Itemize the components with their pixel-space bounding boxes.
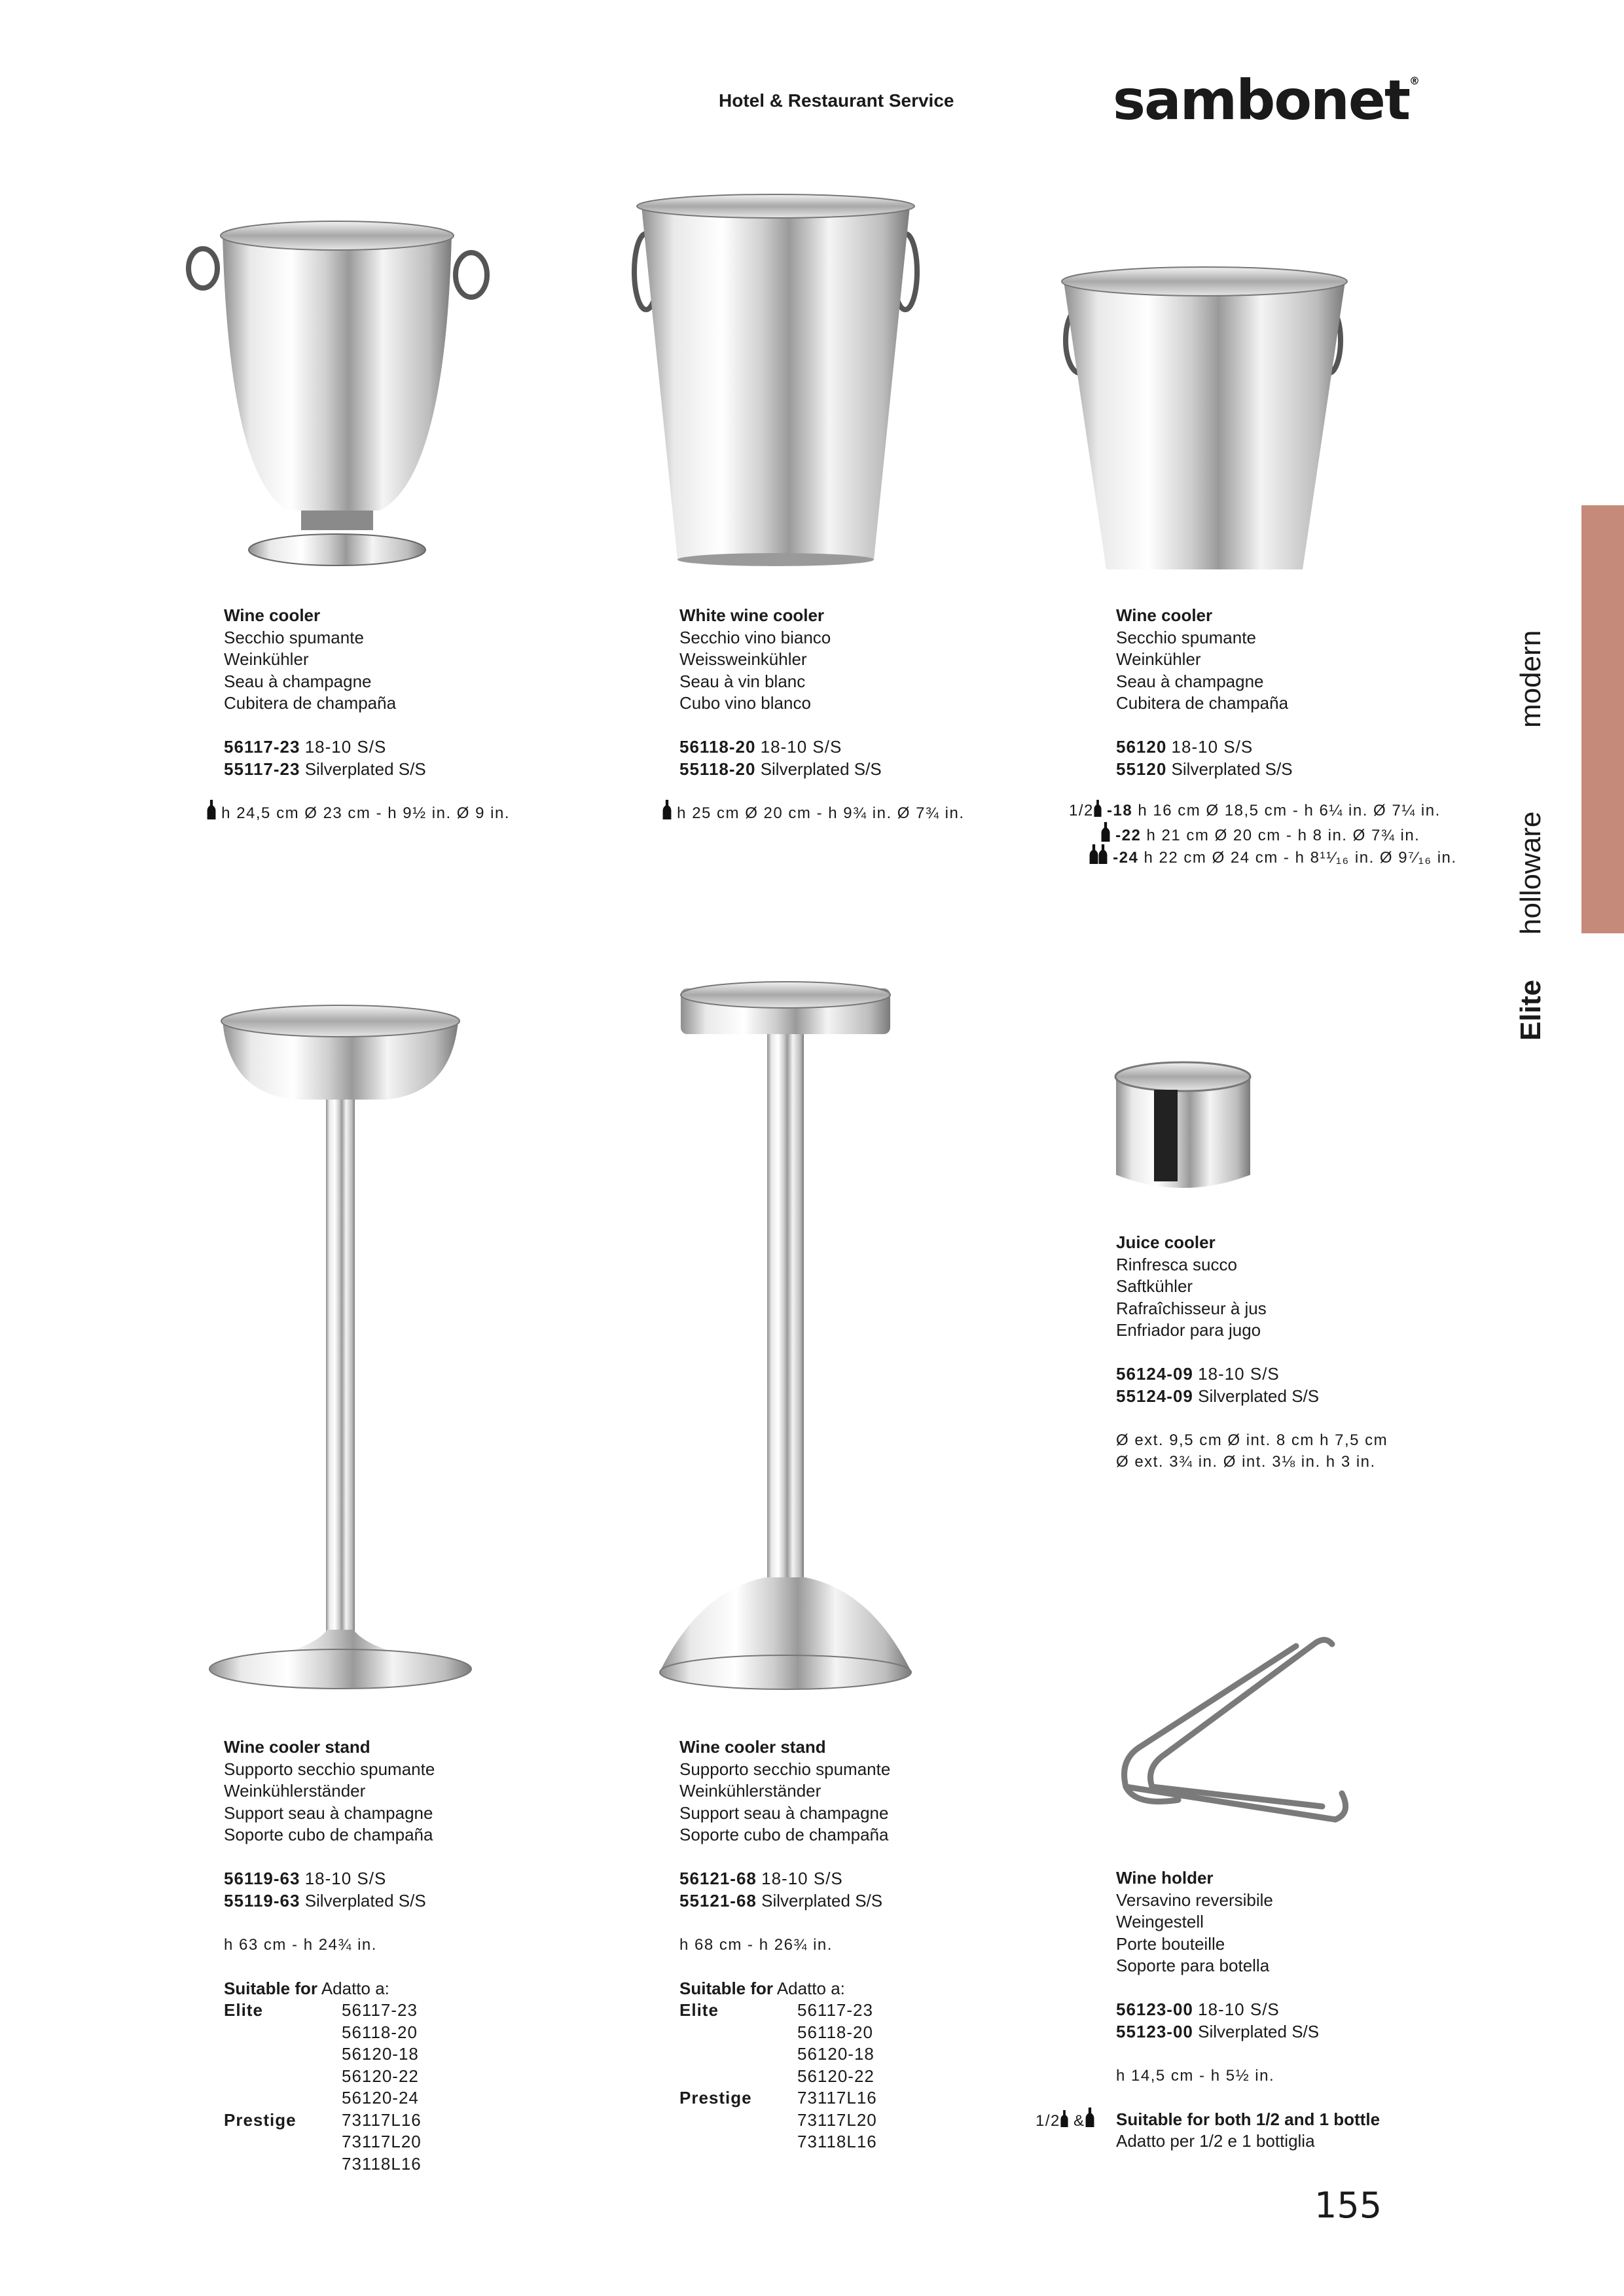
- product-finish: Silverplated S/S: [761, 1890, 883, 1910]
- product-wine-holder: [1116, 1867, 1380, 2153]
- bottle-icon: [1098, 844, 1108, 864]
- name-de: Weinkühlerständer: [679, 1781, 821, 1801]
- product-code: 55120: [1116, 759, 1167, 779]
- product-title: White wine cooler: [679, 605, 825, 625]
- bottle-note: Suitable for both 1/2 and 1 bottle: [1116, 2109, 1380, 2129]
- product-code: 56120: [1116, 737, 1167, 757]
- name-it: Rinfresca succo: [1116, 1254, 1237, 1274]
- compat-code: 73117L16: [342, 2109, 422, 2130]
- product-wine-cooler-modern: [1116, 605, 1293, 780]
- variant-row-18: [1069, 800, 1441, 822]
- product-finish: 18-10 S/S: [1171, 737, 1254, 757]
- line-label: Elite: [1515, 980, 1547, 1041]
- dimension-text: h 68 cm - h 26¾ in.: [679, 1935, 833, 1954]
- bottle-size-icons: [1036, 2108, 1094, 2132]
- name-es: Cubitera de champaña: [1116, 693, 1289, 713]
- product-juice-cooler: [1116, 1232, 1388, 1473]
- name-it: Versavino reversibile: [1116, 1890, 1273, 1910]
- name-it: Supporto secchio spumante: [679, 1759, 891, 1779]
- variant-dims: h 21 cm Ø 20 cm - h 8 in. Ø 7¾ in.: [1146, 827, 1420, 844]
- variant-dims: h 22 cm Ø 24 cm - h 8¹¹⁄₁₆ in. Ø 9⁷⁄₁₆ in.: [1144, 849, 1457, 867]
- dimension-text: h 63 cm - h 24¾ in.: [224, 1935, 377, 1954]
- suitable-label: Suitable for: [224, 1978, 318, 1998]
- brand-logo: sambonet®: [1113, 68, 1418, 132]
- variant-row-22: [1101, 822, 1420, 847]
- product-title: Wine cooler stand: [224, 1737, 370, 1757]
- page-number: 155: [1314, 2185, 1382, 2226]
- product-title: Wine cooler: [224, 605, 321, 625]
- compat-code: 56118-20: [342, 2022, 418, 2042]
- name-it: Secchio spumante: [1116, 627, 1256, 647]
- compat-code: 56120-22: [342, 2066, 419, 2086]
- product-code: 55118-20: [679, 759, 756, 779]
- dimension-imperial: Ø ext. 3¾ in. Ø int. 3⅛ in. h 3 in.: [1116, 1453, 1376, 1471]
- compat-code: 56120-18: [797, 2044, 875, 2064]
- product-code: 55119-63: [224, 1890, 300, 1910]
- bottle-icon: [662, 800, 672, 819]
- name-es: Soporte para botella: [1116, 1956, 1270, 1975]
- section-color-tab: [1581, 505, 1624, 933]
- compat-code: 56117-23: [797, 2000, 873, 2020]
- name-fr: Rafraîchisseur à jus: [1116, 1298, 1267, 1318]
- name-de: Weingestell: [1116, 1912, 1204, 1931]
- wine-cooler-stand-63-image: [203, 1001, 478, 1695]
- variant-row-24: [1089, 844, 1457, 869]
- service-title: Hotel & Restaurant Service: [719, 90, 954, 111]
- product-title: Wine holder: [1116, 1868, 1214, 1888]
- compat-code: 56120-18: [342, 2044, 419, 2064]
- name-de: Saftkühler: [1116, 1276, 1193, 1296]
- compat-code: 56120-22: [797, 2066, 875, 2086]
- dims-white-wine-cooler: [662, 800, 965, 825]
- product-title: Wine cooler: [1116, 605, 1213, 625]
- product-title: Juice cooler: [1116, 1232, 1216, 1252]
- suitable-label-it: Adatto a:: [776, 1978, 845, 1998]
- name-fr: Support seau à champagne: [679, 1803, 889, 1823]
- compat-code: 73118L16: [797, 2132, 877, 2151]
- half-bottle-label: 1/2: [1069, 802, 1094, 819]
- product-code: 56117-23: [224, 737, 300, 757]
- product-finish: Silverplated S/S: [1198, 2021, 1320, 2041]
- name-it: Secchio spumante: [224, 627, 364, 647]
- bottle-icon: [1089, 844, 1098, 864]
- name-fr: Seau à champagne: [224, 671, 372, 691]
- product-white-wine-cooler: [679, 605, 882, 780]
- name-es: Cubitera de champaña: [224, 693, 397, 713]
- suitable-label-it: Adatto a:: [321, 1978, 389, 1998]
- product-wine-cooler: [224, 605, 426, 802]
- variant-suffix: -24: [1113, 849, 1139, 867]
- product-finish: 18-10 S/S: [1198, 2000, 1280, 2019]
- name-fr: Seau à champagne: [1116, 671, 1264, 691]
- name-de: Weinkühlerständer: [224, 1781, 366, 1801]
- product-code: 56118-20: [679, 737, 756, 757]
- product-code: 55124-09: [1116, 1386, 1193, 1406]
- name-de: Weissweinkühler: [679, 649, 807, 669]
- compat-code: 73118L16: [342, 2153, 422, 2174]
- compat-line-prestige: Prestige: [224, 2109, 297, 2130]
- compat-line-elite: Elite: [679, 2000, 719, 2020]
- compat-code: 73117L16: [797, 2088, 877, 2108]
- name-it: Secchio vino bianco: [679, 627, 831, 647]
- product-wine-cooler-stand-68: [679, 1736, 890, 2153]
- dimension-text: h 14,5 cm - h 5½ in.: [1116, 2066, 1275, 2085]
- bottle-icon: [1101, 822, 1110, 842]
- product-code: 55117-23: [224, 759, 300, 779]
- name-it: Supporto secchio spumante: [224, 1759, 435, 1779]
- wine-holder-image: [1100, 1630, 1362, 1852]
- half-bottle-label: 1/2: [1036, 2112, 1060, 2130]
- name-fr: Porte bouteille: [1116, 1933, 1225, 1954]
- suitable-label: Suitable for: [679, 1978, 774, 1998]
- product-finish: 18-10 S/S: [761, 1869, 843, 1888]
- product-finish: Silverplated S/S: [760, 759, 882, 779]
- name-de: Weinkühler: [224, 649, 309, 669]
- product-finish: Silverplated S/S: [304, 759, 426, 779]
- small-bottle-icon: [1060, 2110, 1068, 2127]
- product-finish: 18-10 S/S: [304, 1869, 387, 1888]
- compat-code: 56117-23: [342, 2000, 418, 2020]
- compat-code: 56118-20: [797, 2022, 873, 2042]
- small-bottle-icon: [1094, 800, 1102, 817]
- product-finish: 18-10 S/S: [760, 737, 842, 757]
- white-wine-cooler-image: [619, 187, 933, 573]
- product-code: 56121-68: [679, 1869, 757, 1888]
- wine-cooler-modern-image: [1054, 262, 1355, 576]
- name-es: Cubo vino blanco: [679, 693, 811, 713]
- bottle-icon: [1085, 2108, 1094, 2127]
- style-label: modern: [1515, 630, 1547, 728]
- dimension-metric: Ø ext. 9,5 cm Ø int. 8 cm h 7,5 cm: [1116, 1431, 1388, 1449]
- product-finish: Silverplated S/S: [1198, 1386, 1320, 1406]
- product-code: 55123-00: [1116, 2021, 1193, 2041]
- variant-suffix: -18: [1107, 802, 1133, 819]
- compat-line-prestige: Prestige: [679, 2088, 752, 2108]
- product-finish: 18-10 S/S: [304, 737, 387, 757]
- name-es: Soporte cubo de champaña: [679, 1825, 889, 1844]
- product-wine-cooler-stand-63: [224, 1736, 435, 2175]
- bottle-icon: [207, 800, 216, 819]
- product-finish: Silverplated S/S: [304, 1890, 426, 1910]
- compat-line-elite: Elite: [224, 2000, 263, 2020]
- name-es: Soporte cubo de champaña: [224, 1825, 433, 1844]
- dimension-text: h 24,5 cm Ø 23 cm - h 9½ in. Ø 9 in.: [221, 804, 511, 822]
- name-fr: Support seau à champagne: [224, 1803, 433, 1823]
- compat-code: 56120-24: [342, 2088, 419, 2108]
- compat-code: 73117L20: [797, 2109, 877, 2130]
- compat-code: 73117L20: [342, 2132, 422, 2151]
- name-fr: Seau à vin blanc: [679, 671, 806, 691]
- bottle-note-it: Adatto per 1/2 e 1 bottiglia: [1116, 2131, 1315, 2151]
- variant-dims: h 16 cm Ø 18,5 cm - h 6¼ in. Ø 7¼ in.: [1138, 802, 1441, 819]
- product-finish: 18-10 S/S: [1198, 1364, 1280, 1384]
- dims-wine-cooler: [207, 800, 510, 825]
- product-code: 55121-68: [679, 1890, 757, 1910]
- ampersand: &: [1074, 2112, 1085, 2130]
- variant-suffix: -22: [1115, 827, 1142, 844]
- wine-cooler-image: [170, 203, 504, 569]
- dimension-text: h 25 cm Ø 20 cm - h 9¾ in. Ø 7¾ in.: [677, 804, 965, 822]
- product-code: 56124-09: [1116, 1364, 1193, 1384]
- juice-cooler-image: [1110, 1060, 1257, 1198]
- name-es: Enfriador para jugo: [1116, 1320, 1261, 1340]
- category-label: holloware: [1515, 811, 1547, 935]
- product-finish: Silverplated S/S: [1171, 759, 1293, 779]
- product-code: 56123-00: [1116, 2000, 1193, 2019]
- product-code: 56119-63: [224, 1869, 300, 1888]
- wine-cooler-stand-68-image: [655, 975, 923, 1702]
- name-de: Weinkühler: [1116, 649, 1201, 669]
- product-title: Wine cooler stand: [679, 1737, 826, 1757]
